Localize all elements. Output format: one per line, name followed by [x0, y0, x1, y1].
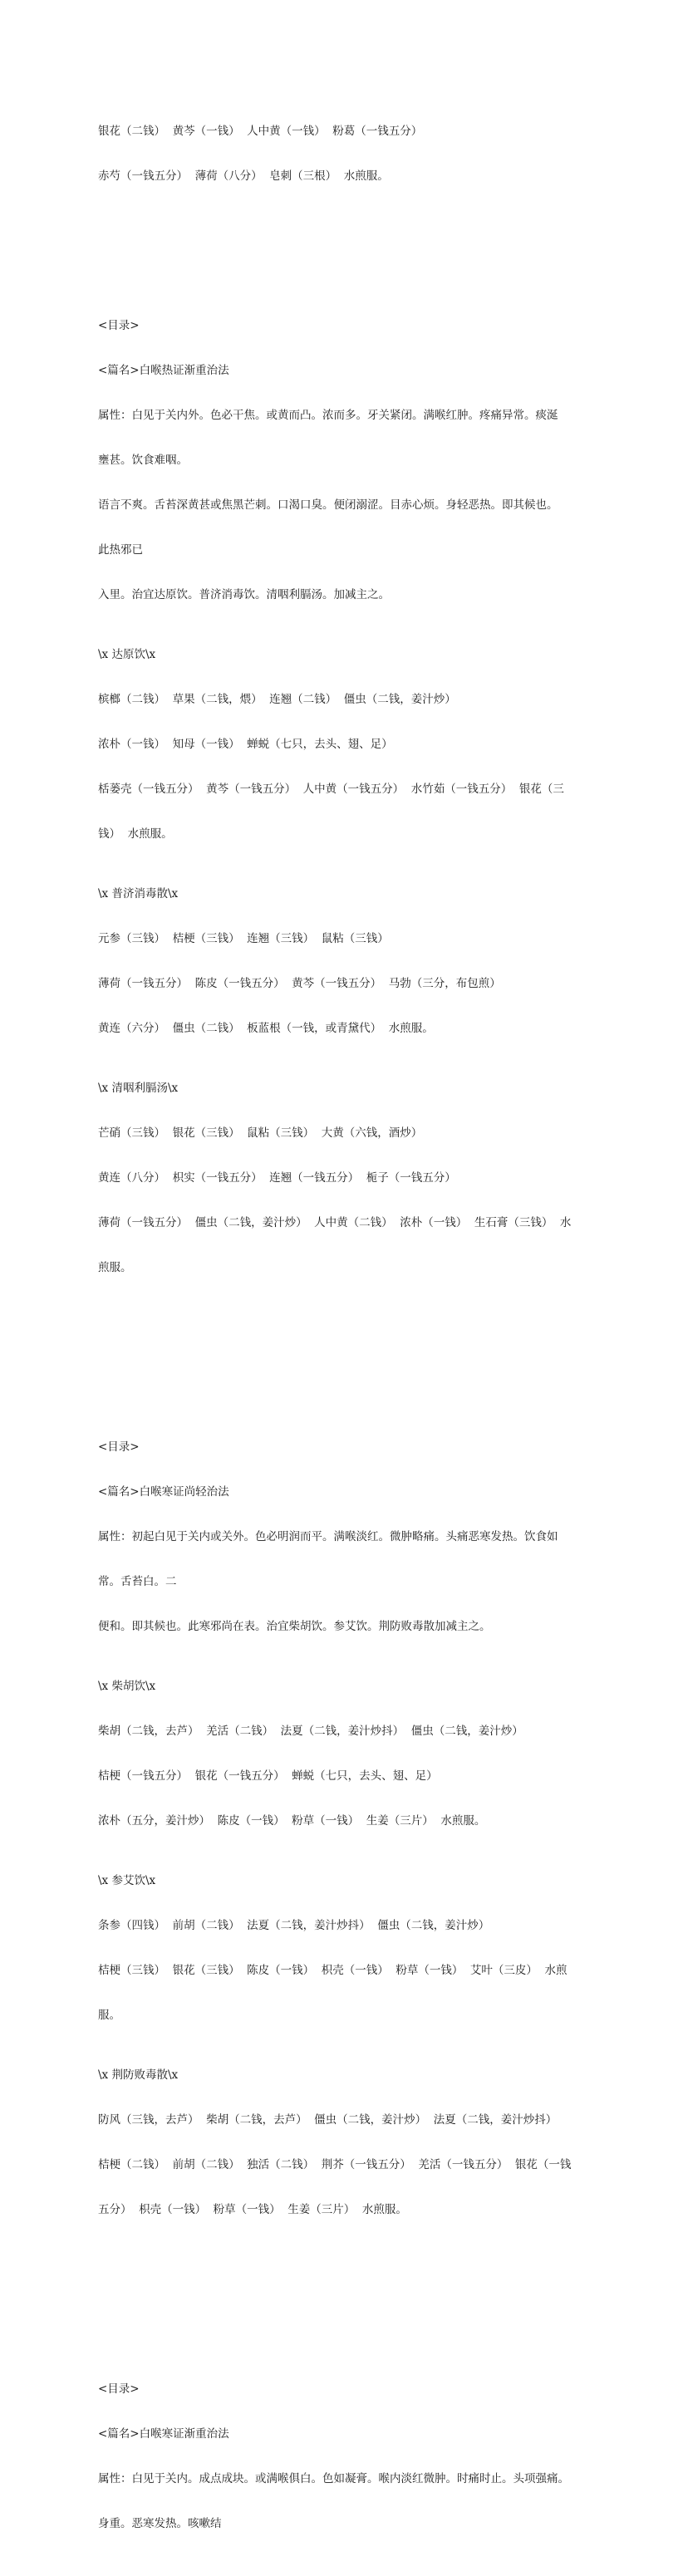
formula-line: 服。 — [98, 2009, 120, 2022]
formula-line: 槟榔（二钱） 草果（二钱，煨） 连翘（二钱） 僵虫（二钱，姜汁炒） — [98, 693, 456, 706]
attribute-line: 常。舌苔白。二 — [98, 1575, 177, 1588]
formula-name: \x 清咽利膈汤\x — [98, 1082, 179, 1095]
text-line: 银花（二钱） 黄芩（一钱） 人中黄（一钱） 粉葛（一钱五分） — [98, 125, 423, 138]
formula-name: \x 达原饮\x — [98, 648, 156, 661]
formula-line: 栝蒌壳（一钱五分） 黄芩（一钱五分） 人中黄（一钱五分） 水竹茹（一钱五分） 银花（三 — [98, 783, 564, 796]
formula-name: \x 参艾饮\x — [98, 1874, 156, 1887]
formula-line: 芒硝（三钱） 银花（三钱） 鼠粘（三钱） 大黄（六钱，酒炒） — [98, 1126, 423, 1140]
attribute-line: 属性：白见于关内外。色必干焦。或黄而凸。浓而多。牙关紧闭。满喉红肿。疼痛异常。痰涎 — [98, 409, 558, 422]
formula-line: 浓朴（五分，姜汁炒） 陈皮（一钱） 粉草（一钱） 生姜（三片） 水煎服。 — [98, 1814, 486, 1828]
formula-line: 黄连（八分） 枳实（一钱五分） 连翘（一钱五分） 栀子（一钱五分） — [98, 1171, 456, 1185]
toc-marker: <目录> — [98, 319, 140, 332]
attribute-line: 属性：白见于关内。成点成块。或满喉俱白。色如凝膏。喉内淡红微肿。时痛时止。头项强痛。 — [98, 2472, 569, 2485]
toc-marker: <目录> — [98, 2382, 140, 2396]
blank-line — [98, 213, 588, 228]
formula-line: 薄荷（一钱五分） 陈皮（一钱五分） 黄芩（一钱五分） 马勃（三分，布包煎） — [98, 977, 501, 990]
formula-line: 条参（四钱） 前胡（二钱） 法夏（二钱，姜汁炒抖） 僵虫（二钱，姜汁炒） — [98, 1919, 490, 1932]
formula-line: 桔梗（二钱） 前胡（二钱） 独活（二钱） 荆芥（一钱五分） 羌活（一钱五分） 银花（一钱 — [98, 2158, 572, 2171]
attribute-line: 身重。恶寒发热。咳嗽结 — [98, 2517, 222, 2530]
formula-line: 元参（三钱） 桔梗（三钱） 连翘（三钱） 鼠粘（三钱） — [98, 932, 389, 945]
formula-line: 五分） 枳壳（一钱） 粉草（一钱） 生姜（三片） 水煎服。 — [98, 2203, 407, 2216]
text-line: 赤芍（一钱五分） 薄荷（八分） 皂刺（三根） 水煎服。 — [98, 169, 389, 183]
blank-line — [98, 1335, 588, 1350]
formula-name: \x 荆防败毒散\x — [98, 2068, 179, 2082]
formula-line: 薄荷（一钱五分） 僵虫（二钱，姜汁炒） 人中黄（二钱） 浓朴（一钱） 生石膏（三钱） 水 — [98, 1216, 572, 1229]
blank-line — [98, 2277, 588, 2292]
formula-name: \x 普济消毒散\x — [98, 887, 179, 900]
attribute-line: 便和。即其候也。此寒邪尚在表。治宜柴胡饮。参艾饮。荆防败毒散加减主之。 — [98, 1620, 491, 1633]
section-title: <篇名>白喉热证渐重治法 — [98, 364, 229, 377]
section-baihou-rezheng-jianzhong — [98, 288, 588, 1305]
toc-marker: <目录> — [98, 1440, 140, 1454]
attribute-line: 属性：初起白见于关内或关外。色必明润而平。满喉淡红。微肿略痛。头痛恶寒发热。饮食如 — [98, 1530, 558, 1543]
formula-line: 桔梗（一钱五分） 银花（一钱五分） 蝉蜕（七只，去头、翅、足） — [98, 1769, 438, 1783]
formula-line: 黄连（六分） 僵虫（二钱） 板蓝根（一钱，或青黛代） 水煎服。 — [98, 1022, 434, 1035]
section-baihou-hanzheng-shangqing — [98, 1410, 588, 2247]
formula-line: 防风（三钱，去芦） 柴胡（二钱，去芦） 僵虫（二钱，姜汁炒） 法夏（二钱，姜汁炒抖） — [98, 2113, 558, 2127]
section-title: <篇名>白喉寒证尚轻治法 — [98, 1485, 229, 1499]
attribute-line: 入里。治宜达原饮。普济消毒饮。清咽利膈汤。加减主之。 — [98, 588, 390, 601]
section-baihou-hanzheng-jianzhong — [98, 2352, 588, 2561]
formula-line: 煎服。 — [98, 1261, 132, 1274]
formula-name: \x 柴胡饮\x — [98, 1680, 156, 1693]
formula-line: 浓朴（一钱） 知母（一钱） 蝉蜕（七只，去头、翅、足） — [98, 738, 393, 751]
attribute-line: 此热邪已 — [98, 543, 143, 557]
attribute-line: 壅甚。饮食难咽。 — [98, 454, 188, 467]
document-page — [98, 79, 588, 2576]
formula-line: 柴胡（二钱，去芦） 羌活（二钱） 法夏（二钱，姜汁炒抖） 僵虫（二钱，姜汁炒） — [98, 1725, 523, 1738]
formula-line: 桔梗（三钱） 银花（三钱） 陈皮（一钱） 枳壳（一钱） 粉草（一钱） 艾叶（三皮） 水煎 — [98, 1964, 567, 1977]
formula-line: 钱） 水煎服。 — [98, 827, 173, 841]
section-title: <篇名>白喉寒证渐重治法 — [98, 2427, 229, 2441]
attribute-line: 语言不爽。舌苔深黄甚或焦黑芒刺。口渴口臭。便闭溺涩。目赤心烦。身轻恶热。即其候也。 — [98, 498, 558, 512]
